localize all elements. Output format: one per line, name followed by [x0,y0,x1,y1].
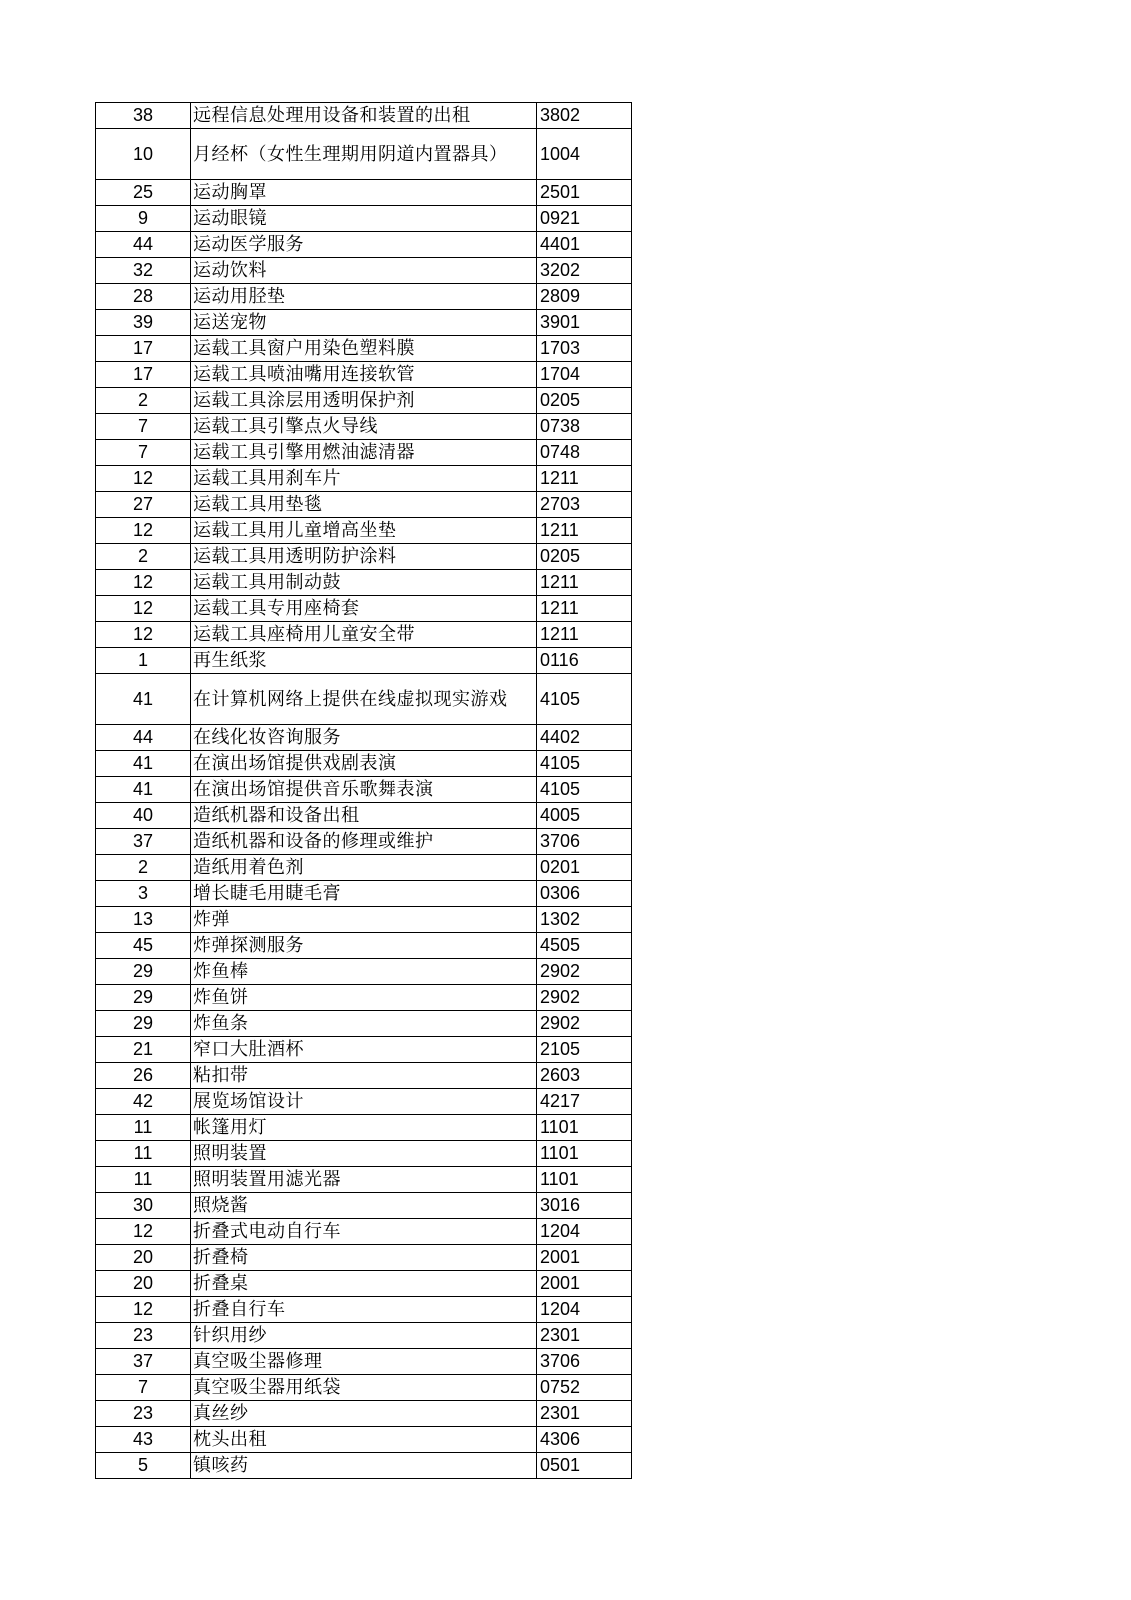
class-cell: 12 [96,1219,191,1245]
class-cell: 42 [96,1089,191,1115]
table-row [96,674,632,725]
item-name-cell: 粘扣带 [191,1063,537,1089]
item-name-cell: 真丝纱 [191,1401,537,1427]
class-cell: 27 [96,492,191,518]
subclass-code-cell: 0205 [537,388,632,414]
table-row [96,1063,632,1089]
class-cell: 44 [96,725,191,751]
table-row [96,492,632,518]
table-row [96,1427,632,1453]
item-name-cell: 窄口大肚酒杯 [191,1037,537,1063]
item-name-cell: 运载工具专用座椅套 [191,596,537,622]
item-name-cell: 在演出场馆提供戏剧表演 [191,751,537,777]
table-row [96,1089,632,1115]
item-name-cell: 再生纸浆 [191,648,537,674]
subclass-code-cell: 2902 [537,985,632,1011]
item-name-cell: 运载工具用刹车片 [191,466,537,492]
class-cell: 23 [96,1401,191,1427]
subclass-code-cell: 3706 [537,829,632,855]
subclass-code-cell: 2301 [537,1401,632,1427]
subclass-code-cell: 4105 [537,751,632,777]
item-name-cell: 造纸机器和设备出租 [191,803,537,829]
subclass-code-cell: 1211 [537,518,632,544]
item-name-cell: 照烧酱 [191,1193,537,1219]
item-name-cell: 在线化妆咨询服务 [191,725,537,751]
class-cell: 1 [96,648,191,674]
item-name-cell: 真空吸尘器用纸袋 [191,1375,537,1401]
subclass-code-cell: 1211 [537,622,632,648]
table-row [96,777,632,803]
table-row [96,206,632,232]
subclass-code-cell: 0921 [537,206,632,232]
subclass-code-cell: 0752 [537,1375,632,1401]
item-name-cell: 真空吸尘器修理 [191,1349,537,1375]
table-row [96,959,632,985]
table-row [96,414,632,440]
table-row [96,336,632,362]
item-name-cell: 运载工具窗户用染色塑料膜 [191,336,537,362]
class-cell: 26 [96,1063,191,1089]
subclass-code-cell: 4105 [537,674,632,725]
class-cell: 29 [96,959,191,985]
class-cell: 12 [96,1297,191,1323]
goods-services-table [95,102,632,1479]
table-row [96,232,632,258]
item-name-cell: 运载工具引擎用燃油滤清器 [191,440,537,466]
table-row [96,284,632,310]
class-cell: 20 [96,1271,191,1297]
class-cell: 7 [96,440,191,466]
class-cell: 3 [96,881,191,907]
class-cell: 12 [96,622,191,648]
table-row [96,466,632,492]
subclass-code-cell: 2809 [537,284,632,310]
subclass-code-cell: 2001 [537,1271,632,1297]
table-row [96,1323,632,1349]
item-name-cell: 照明装置用滤光器 [191,1167,537,1193]
subclass-code-cell: 4105 [537,777,632,803]
class-cell: 43 [96,1427,191,1453]
subclass-code-cell: 1101 [537,1115,632,1141]
subclass-code-cell: 0501 [537,1453,632,1479]
class-cell: 21 [96,1037,191,1063]
item-name-cell: 折叠式电动自行车 [191,1219,537,1245]
subclass-code-cell: 1004 [537,129,632,180]
item-name-cell: 造纸机器和设备的修理或维护 [191,829,537,855]
item-name-cell: 运载工具涂层用透明保护剂 [191,388,537,414]
subclass-code-cell: 0201 [537,855,632,881]
class-cell: 11 [96,1115,191,1141]
item-name-cell: 帐篷用灯 [191,1115,537,1141]
item-name-cell: 炸鱼饼 [191,985,537,1011]
item-name-cell: 枕头出租 [191,1427,537,1453]
class-cell: 2 [96,544,191,570]
item-name-cell: 针织用纱 [191,1323,537,1349]
table-row [96,829,632,855]
table-row [96,881,632,907]
table-row [96,518,632,544]
subclass-code-cell: 1204 [537,1219,632,1245]
subclass-code-cell: 2603 [537,1063,632,1089]
table-row [96,985,632,1011]
table-row [96,622,632,648]
class-cell: 32 [96,258,191,284]
table-row [96,1453,632,1479]
subclass-code-cell: 0748 [537,440,632,466]
subclass-code-cell: 4401 [537,232,632,258]
table-row [96,933,632,959]
item-name-cell: 运载工具用制动鼓 [191,570,537,596]
subclass-code-cell: 1302 [537,907,632,933]
class-cell: 40 [96,803,191,829]
table-row [96,129,632,180]
item-name-cell: 照明装置 [191,1141,537,1167]
table-row [96,648,632,674]
item-name-cell: 炸鱼棒 [191,959,537,985]
subclass-code-cell: 2703 [537,492,632,518]
item-name-cell: 运动饮料 [191,258,537,284]
class-cell: 37 [96,829,191,855]
class-cell: 41 [96,674,191,725]
table-row [96,440,632,466]
class-cell: 12 [96,596,191,622]
table-row [96,1141,632,1167]
subclass-code-cell: 2902 [537,959,632,985]
class-cell: 41 [96,777,191,803]
class-cell: 38 [96,103,191,129]
subclass-code-cell: 1204 [537,1297,632,1323]
item-name-cell: 造纸用着色剂 [191,855,537,881]
class-cell: 20 [96,1245,191,1271]
subclass-code-cell: 1211 [537,596,632,622]
class-cell: 13 [96,907,191,933]
class-cell: 45 [96,933,191,959]
table-row [96,596,632,622]
table-row [96,362,632,388]
subclass-code-cell: 2902 [537,1011,632,1037]
item-name-cell: 炸鱼条 [191,1011,537,1037]
item-name-cell: 运动医学服务 [191,232,537,258]
table-row [96,258,632,284]
table-row [96,388,632,414]
subclass-code-cell: 2301 [537,1323,632,1349]
item-name-cell: 在计算机网络上提供在线虚拟现实游戏 [191,674,537,725]
class-cell: 37 [96,1349,191,1375]
item-name-cell: 折叠自行车 [191,1297,537,1323]
item-name-cell: 运动眼镜 [191,206,537,232]
class-cell: 11 [96,1141,191,1167]
subclass-code-cell: 1211 [537,466,632,492]
table-row [96,725,632,751]
class-cell: 28 [96,284,191,310]
subclass-code-cell: 3202 [537,258,632,284]
item-name-cell: 折叠桌 [191,1271,537,1297]
class-cell: 30 [96,1193,191,1219]
table-row [96,751,632,777]
item-name-cell: 运送宠物 [191,310,537,336]
item-name-cell: 月经杯（女性生理期用阴道内置器具） [191,129,537,180]
class-cell: 23 [96,1323,191,1349]
item-name-cell: 折叠椅 [191,1245,537,1271]
class-cell: 29 [96,985,191,1011]
table-row [96,1219,632,1245]
table-row [96,1011,632,1037]
item-name-cell: 运载工具喷油嘴用连接软管 [191,362,537,388]
class-cell: 17 [96,336,191,362]
table-row [96,1115,632,1141]
subclass-code-cell: 3802 [537,103,632,129]
subclass-code-cell: 1703 [537,336,632,362]
table-row [96,103,632,129]
subclass-code-cell: 1704 [537,362,632,388]
subclass-code-cell: 2501 [537,180,632,206]
subclass-code-cell: 4005 [537,803,632,829]
subclass-code-cell: 4217 [537,1089,632,1115]
subclass-code-cell: 0306 [537,881,632,907]
table-row [96,1349,632,1375]
class-cell: 2 [96,388,191,414]
table-row [96,1193,632,1219]
item-name-cell: 运动胸罩 [191,180,537,206]
table-body [96,103,632,1479]
subclass-code-cell: 1101 [537,1141,632,1167]
table-row [96,544,632,570]
item-name-cell: 炸弹 [191,907,537,933]
class-cell: 12 [96,570,191,596]
subclass-code-cell: 1211 [537,570,632,596]
class-cell: 5 [96,1453,191,1479]
class-cell: 11 [96,1167,191,1193]
table-row [96,1375,632,1401]
class-cell: 10 [96,129,191,180]
subclass-code-cell: 3016 [537,1193,632,1219]
table-row [96,1037,632,1063]
subclass-code-cell: 1101 [537,1167,632,1193]
subclass-code-cell: 4306 [537,1427,632,1453]
class-cell: 9 [96,206,191,232]
class-cell: 44 [96,232,191,258]
table-row [96,310,632,336]
table-row [96,180,632,206]
table-row [96,803,632,829]
item-name-cell: 运动用胫垫 [191,284,537,310]
class-cell: 2 [96,855,191,881]
item-name-cell: 在演出场馆提供音乐歌舞表演 [191,777,537,803]
item-name-cell: 运载工具用垫毯 [191,492,537,518]
item-name-cell: 炸弹探测服务 [191,933,537,959]
class-cell: 25 [96,180,191,206]
item-name-cell: 运载工具用透明防护涂料 [191,544,537,570]
subclass-code-cell: 3901 [537,310,632,336]
subclass-code-cell: 0205 [537,544,632,570]
item-name-cell: 运载工具座椅用儿童安全带 [191,622,537,648]
item-name-cell: 远程信息处理用设备和装置的出租 [191,103,537,129]
class-cell: 12 [96,518,191,544]
item-name-cell: 运载工具引擎点火导线 [191,414,537,440]
subclass-code-cell: 4402 [537,725,632,751]
subclass-code-cell: 2105 [537,1037,632,1063]
item-name-cell: 运载工具用儿童增高坐垫 [191,518,537,544]
subclass-code-cell: 2001 [537,1245,632,1271]
subclass-code-cell: 3706 [537,1349,632,1375]
subclass-code-cell: 0116 [537,648,632,674]
table-row [96,1297,632,1323]
subclass-code-cell: 0738 [537,414,632,440]
class-cell: 17 [96,362,191,388]
class-cell: 7 [96,1375,191,1401]
subclass-code-cell: 4505 [537,933,632,959]
table-row [96,1271,632,1297]
table-row [96,1167,632,1193]
class-cell: 41 [96,751,191,777]
table-row [96,1401,632,1427]
table-row [96,907,632,933]
table-row [96,1245,632,1271]
class-cell: 12 [96,466,191,492]
table-row [96,570,632,596]
class-cell: 39 [96,310,191,336]
item-name-cell: 镇咳药 [191,1453,537,1479]
class-cell: 7 [96,414,191,440]
table-row [96,855,632,881]
item-name-cell: 增长睫毛用睫毛膏 [191,881,537,907]
item-name-cell: 展览场馆设计 [191,1089,537,1115]
class-cell: 29 [96,1011,191,1037]
